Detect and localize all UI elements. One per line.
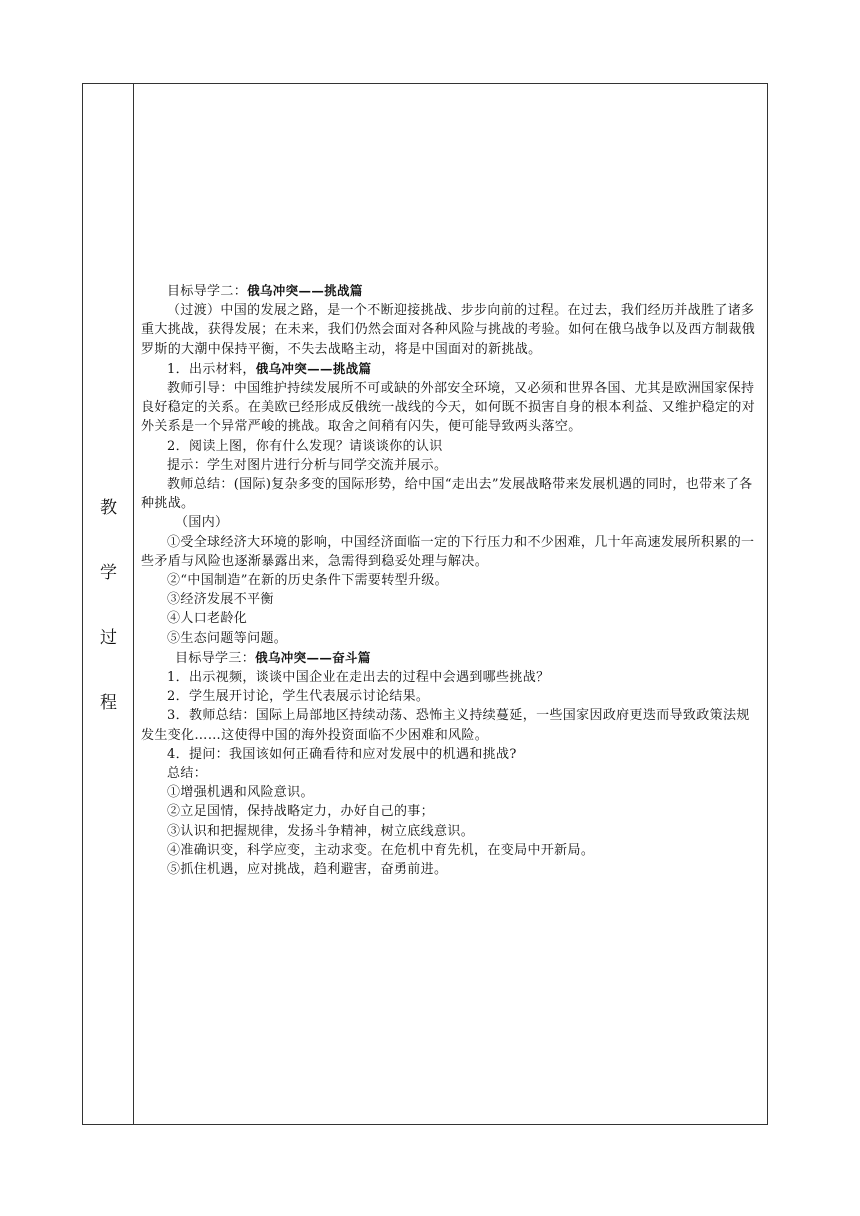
side-label-char-4: 程	[100, 693, 117, 713]
summary-item-3: ③认识和把握规律，发扬斗争精神，树立底线意识。	[167, 823, 475, 839]
teacher-guide: 教师引导：中国维护持续发展所不可或缺的外部安全环境，又必须和世界各国、尤其是欧洲国家保持良好稳定的关系。在美欧已经形成反俄统一战线的今天，如何既不损害自身的根本利益、又维护稳定的对外关系是一个异常严峻的挑战。取舍之间稍有闪失，便可能导致两头落空。	[141, 381, 756, 435]
summary-label: 总结：	[167, 766, 208, 782]
summary-item-2: ②立足国情，保持战略定力，办好自己的事；	[167, 804, 435, 820]
domestic-item-1: ①受全球经济大环境的影响，中国经济面临一定的下行压力和不少困难，几十年高速发展所积累的一些矛盾与风险也逐渐暴露出来，急需得到稳妥处理与解决。	[141, 534, 755, 569]
side-label-char-3: 过	[100, 628, 117, 648]
domestic-item-2: ②“中国制造”在新的历史条件下需要转型升级。	[167, 573, 448, 589]
teacher-summary: 教师总结：(国际)复杂多变的国际形势，给中国“走出去”发展战略带来发展机遇的同时，也带来了各种挑战。	[141, 477, 753, 512]
section-3-item-2: 2．学生展开讨论，学生代表展示讨论结果。	[167, 689, 430, 705]
item-2: 2．阅读上图，你有什么发现？请谈谈你的认识	[167, 438, 443, 454]
section-3-item-1: 1．出示视频，谈谈中国企业在走出去的过程中会遇到哪些挑战？	[167, 670, 550, 686]
side-label-char-1: 教	[100, 498, 117, 518]
section-3-item-4: 4．提问：我国该如何正确看待和应对发展中的机遇和挑战?	[167, 746, 517, 762]
section-2-intro: （过渡）中国的发展之路，是一个不断迎接挑战、步步向前的过程。在过去，我们经历并战胜了诸多重大挑战，获得发展；在未来，我们仍然会面对各种风险与挑战的考验。如何在俄乌战争以及西方制裁俄罗斯的大潮中保持平衡，不失去战略主动，将是中国面对的新挑战。	[141, 303, 756, 357]
summary-item-1: ①增强机遇和风险意识。	[167, 785, 314, 801]
section-3-item-3: 3．教师总结：国际上局部地区持续动荡、恐怖主义持续蔓延，一些国家因政府更迭而导致政策法规发生变化……这使得中国的海外投资面临不少困难和风险。	[141, 708, 750, 743]
section-2-title: 目标导学二：俄乌冲突——挑战篇	[167, 283, 363, 299]
item-1: 1．出示材料，俄乌冲突——挑战篇	[167, 360, 372, 377]
lesson-table	[82, 83, 768, 1125]
domestic-label: （国内）	[175, 515, 229, 531]
side-label-column	[83, 84, 134, 1124]
domestic-item-4: ④人口老龄化	[167, 611, 248, 627]
domestic-item-5: ⑤生态问题等问题。	[167, 630, 288, 646]
summary-item-5: ⑤抓住机遇，应对挑战，趋利避害，奋勇前进。	[167, 862, 448, 878]
side-label-char-2: 学	[100, 563, 117, 583]
section-3-title: 目标导学三：俄乌冲突——奋斗篇	[175, 649, 371, 666]
lesson-content	[141, 281, 763, 879]
summary-item-4: ④准确识变，科学应变，主动求变。在危机中育先机，在变局中开新局。	[167, 842, 595, 858]
domestic-item-3: ③经济发展不平衡	[167, 592, 274, 608]
hint: 提示：学生对图片进行分析与同学交流并展示。	[167, 457, 448, 473]
